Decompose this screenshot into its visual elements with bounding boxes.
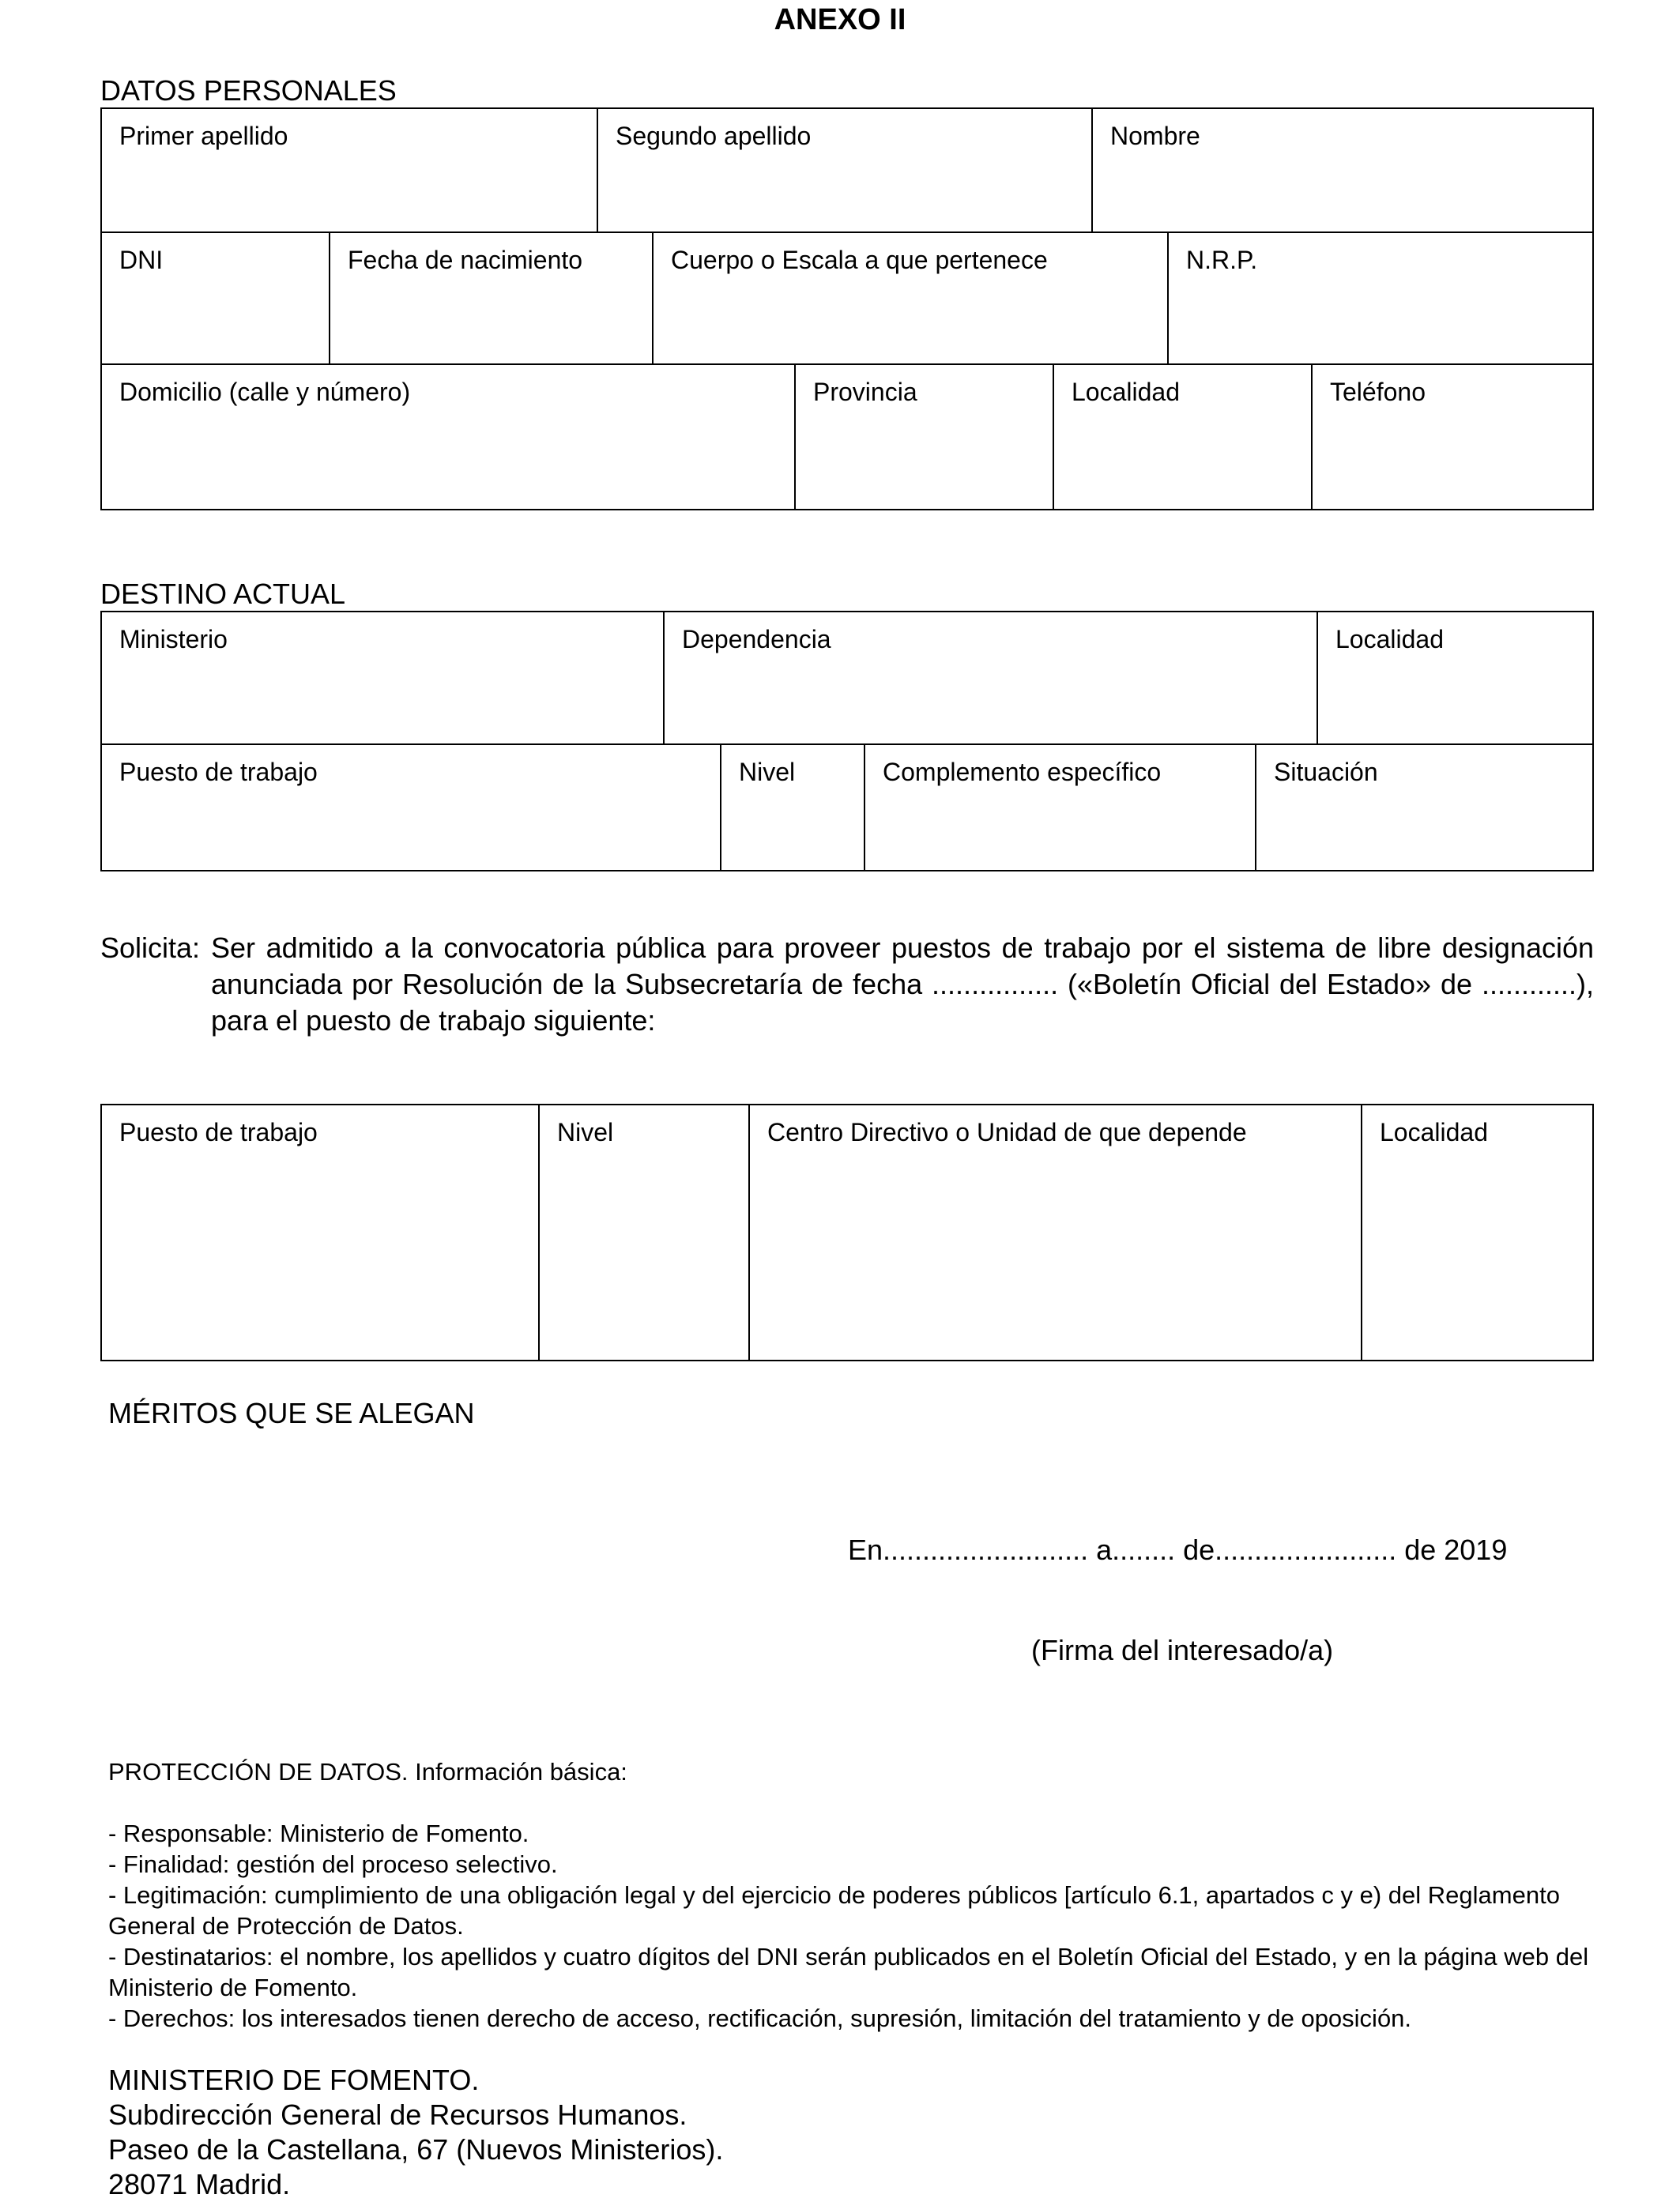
proteccion-item-derechos: - Derechos: los interesados tienen derecho de acceso, rectificación, supresión, limitación del tratamiento y de oposición. (108, 2004, 1412, 2032)
firma-label: (Firma del interesado/a) (1031, 1634, 1334, 1666)
proteccion-datos-heading: PROTECCIÓN DE DATOS. Información básica: (108, 1758, 627, 1786)
cuerpo-escala-field[interactable]: Cuerpo o Escala a que pertenece (652, 233, 1167, 363)
lugar-fecha-line: En.......................... a........ de....................... de 2019 (848, 1534, 1508, 1566)
puesto-solicitado-row (102, 1105, 1592, 1360)
address-line-subdireccion: Subdirección General de Recursos Humanos. (108, 2098, 687, 2131)
telefono-field[interactable]: Teléfono (1311, 365, 1592, 509)
provincia-field[interactable]: Provincia (794, 365, 1053, 509)
section-destino-actual-heading: DESTINO ACTUAL (100, 578, 346, 610)
dependencia-field[interactable]: Dependencia (663, 612, 1317, 743)
complemento-especifico-field[interactable]: Complemento específico (864, 745, 1255, 870)
destino-actual-row-1 (102, 612, 1592, 743)
datos-personales-row-1 (102, 109, 1592, 231)
centro-directivo-field[interactable]: Centro Directivo o Unidad de que depende (748, 1105, 1361, 1360)
proteccion-item-destinatarios: - Destinatarios: el nombre, los apellidos y cuatro dígitos del DNI serán publicados en el Boletín Oficial del Estado, y en la página web del Ministerio de Fomento. (108, 1943, 1589, 2001)
section-datos-personales-heading: DATOS PERSONALES (100, 74, 397, 107)
nombre-field[interactable]: Nombre (1091, 109, 1592, 231)
destino-actual-row-2 (102, 743, 1592, 870)
datos-personales-table (100, 107, 1594, 510)
destino-actual-table (100, 611, 1594, 871)
dni-field[interactable]: DNI (119, 246, 164, 274)
proteccion-item-responsable: - Responsable: Ministerio de Fomento. (108, 1820, 529, 1847)
proteccion-item-finalidad: - Finalidad: gestión del proceso selectivo. (108, 1850, 558, 1878)
localidad-solicitada-field[interactable]: Localidad (1361, 1105, 1592, 1360)
address-line-street: Paseo de la Castellana, 67 (Nuevos Ministerios). (108, 2133, 724, 2166)
proteccion-item-legitimacion: - Legitimación: cumplimiento de una obligación legal y del ejercicio de poderes públicos [artículo 6.1, apartados c y e) del Reglamento General de Protección de Datos. (108, 1881, 1560, 1940)
solicita-line-2: anunciada por Resolución de la Subsecretaría de fecha ................ («Boletín Oficial del Estado» de ............), (211, 968, 1594, 1000)
segundo-apellido-field[interactable]: Segundo apellido (597, 109, 1091, 231)
situacion-field[interactable]: Situación (1255, 745, 1592, 870)
solicita-label: Solicita: (100, 932, 201, 964)
proteccion-datos-list (108, 1818, 1594, 2034)
domicilio-field[interactable]: Domicilio (calle y número) (119, 378, 411, 406)
nivel-solicitado-field[interactable]: Nivel (538, 1105, 748, 1360)
solicita-line-3: para el puesto de trabajo siguiente: (211, 1004, 656, 1037)
ministerio-field[interactable]: Ministerio (119, 625, 228, 653)
localidad-field[interactable]: Localidad (1053, 365, 1311, 509)
page-title: ANEXO II (774, 3, 906, 36)
solicita-paragraph (100, 930, 1594, 1039)
primer-apellido-field[interactable]: Primer apellido (119, 122, 288, 150)
address-line-city: 28071 Madrid. (108, 2168, 291, 2200)
puesto-solicitado-table (100, 1104, 1594, 1361)
puesto-trabajo-actual-field[interactable]: Puesto de trabajo (119, 758, 318, 786)
datos-personales-row-3 (102, 363, 1592, 509)
nivel-actual-field[interactable]: Nivel (720, 745, 864, 870)
puesto-trabajo-solicitado-field[interactable]: Puesto de trabajo (119, 1118, 318, 1146)
address-line-ministerio: MINISTERIO DE FOMENTO. (108, 2064, 480, 2096)
solicita-line-1: Ser admitido a la convocatoria pública para proveer puestos de trabajo por el sistema de libre designación (211, 932, 1594, 964)
nrp-field[interactable]: N.R.P. (1167, 233, 1592, 363)
meritos-heading: MÉRITOS QUE SE ALEGAN (108, 1397, 475, 1429)
destino-localidad-field[interactable]: Localidad (1317, 612, 1592, 743)
datos-personales-row-2 (102, 231, 1592, 363)
ministerio-address-block (108, 2063, 723, 2202)
fecha-nacimiento-field[interactable]: Fecha de nacimiento (329, 233, 652, 363)
